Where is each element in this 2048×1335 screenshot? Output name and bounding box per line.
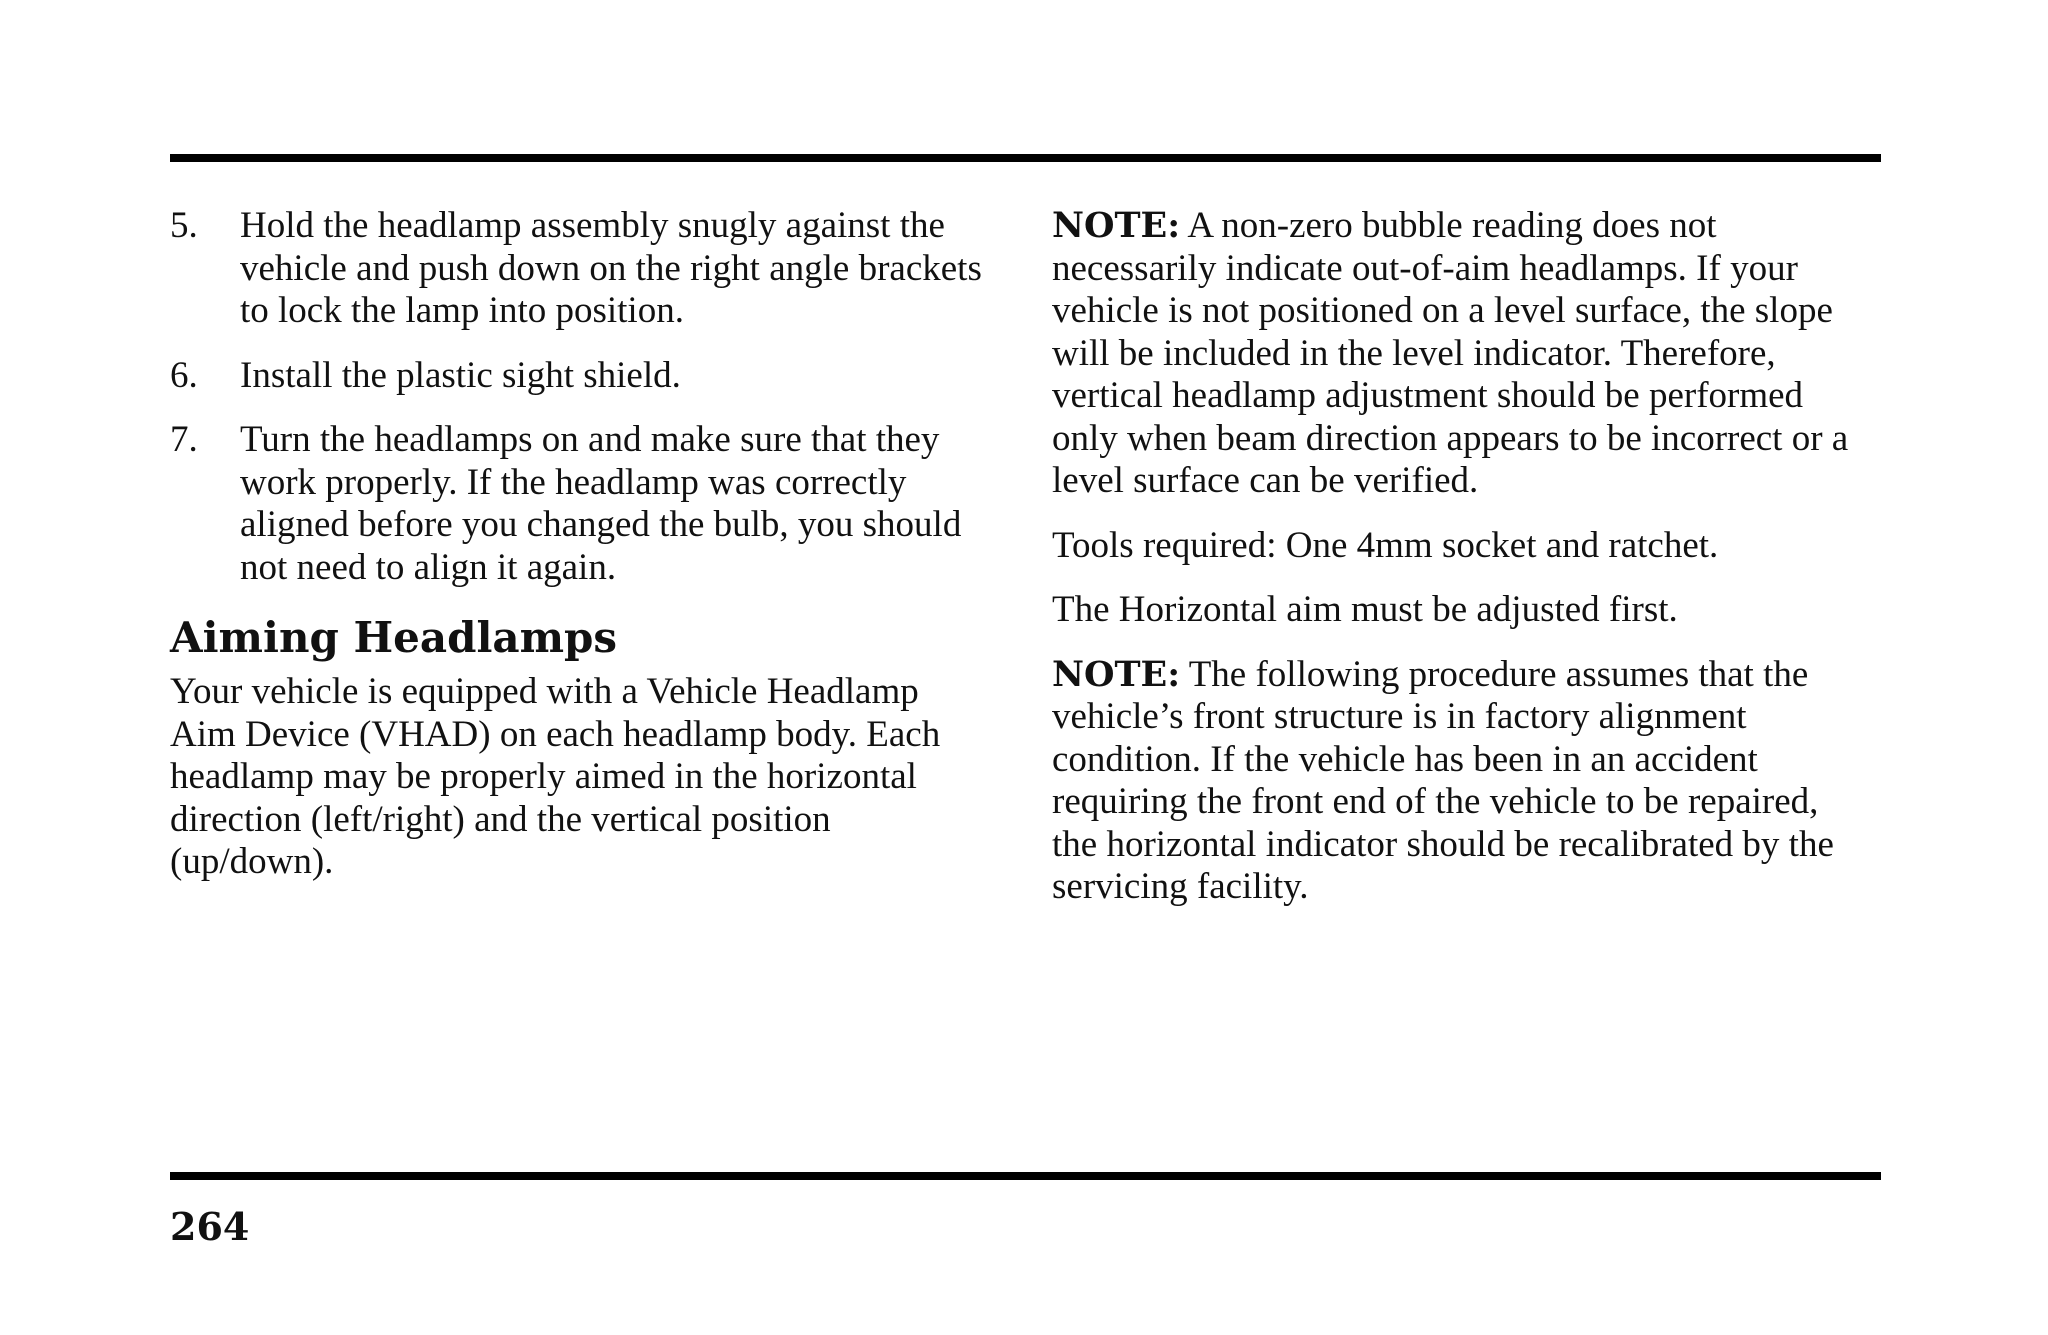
- right-column: [1052, 205, 1872, 931]
- left-column: [170, 205, 990, 906]
- section-heading: Aiming Headlamps: [170, 613, 618, 662]
- step-number: 7.: [170, 419, 198, 460]
- step-item: [170, 355, 990, 398]
- note-text: A non-zero bubble reading does not necessarily indicate out-of-aim headlamps. If your vehicle is not positioned on a level surface, the slope will be included in the level indicator. Therefore, vertical headlamp adjustment should be performed only when beam direction appears to be incorrect or a level surface can be verified.: [1052, 205, 1849, 501]
- tools-paragraph: Tools required: One 4mm socket and ratchet.: [1052, 524, 1719, 566]
- horizontal-aim-paragraph: The Horizontal aim must be adjusted first.: [1052, 589, 1678, 630]
- body-paragraph: Your vehicle is equipped with a Vehicle Headlamp Aim Device (VHAD) on each headlamp body. Each headlamp may be properly aimed in the horizontal direction (left/right) and the vertical position (up/down).: [170, 671, 941, 882]
- step-item: [170, 419, 990, 589]
- bottom-rule: [170, 1172, 1881, 1180]
- step-item: [170, 205, 990, 333]
- note-label: NOTE:: [1052, 653, 1181, 695]
- note-paragraph: [1052, 205, 1872, 503]
- note-text: The following procedure assumes that the vehicle’s front structure is in factory alignment condition. If the vehicle has been in an accident requiring the front end of the vehicle to be repaired, the horizontal indicator should be recalibrated by the servicing facility.: [1052, 653, 1834, 907]
- step-text: Turn the headlamps on and make sure that they work properly. If the headlamp was correctly aligned before you changed the bulb, you should not need to align it again.: [240, 419, 962, 588]
- note-label: NOTE:: [1052, 205, 1181, 246]
- step-number: 5.: [170, 205, 198, 246]
- step-text: Install the plastic sight shield.: [240, 354, 681, 396]
- page-number: 264: [170, 1204, 250, 1249]
- note-paragraph: [1052, 654, 1872, 909]
- step-number: 6.: [170, 354, 198, 396]
- step-text: Hold the headlamp assembly snugly against the vehicle and push down on the right angle brackets to lock the lamp into position.: [240, 205, 982, 331]
- top-rule: [170, 154, 1881, 162]
